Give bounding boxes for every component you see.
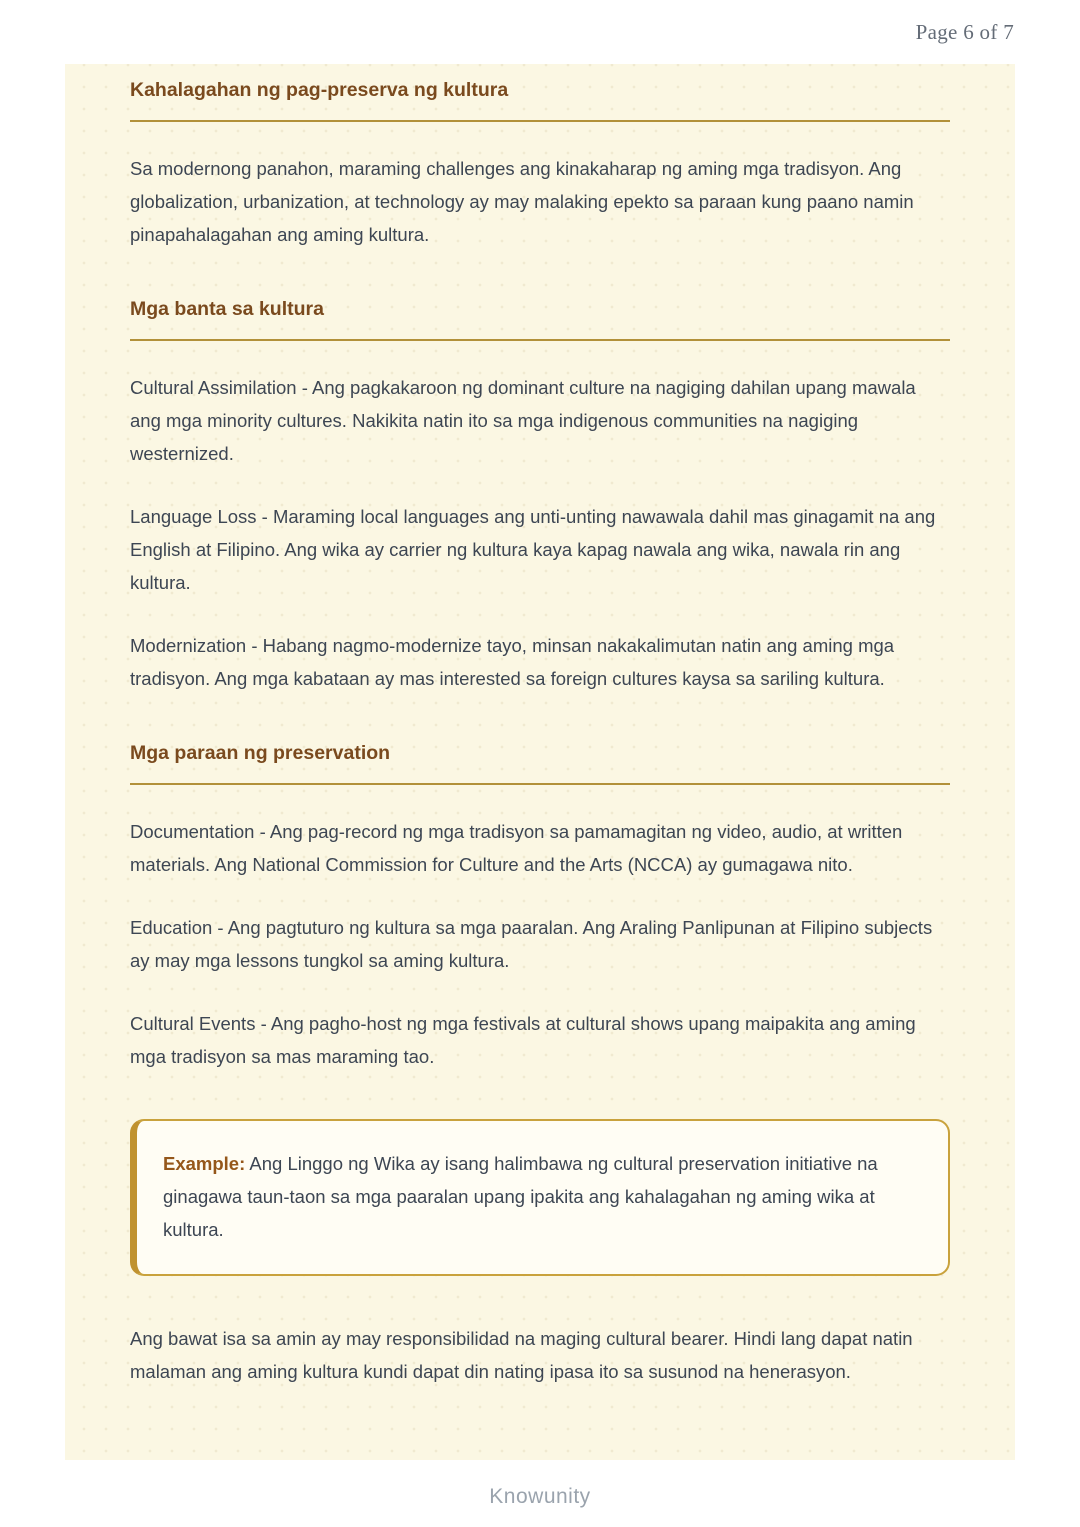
- example-text: Ang Linggo ng Wika ay isang halimbawa ng cultural preservation initiative na ginagawa taun-taon sa mga paaralan upang ipakita ang kahalagahan ng aming wika at kultura.: [163, 1153, 878, 1240]
- example-callout-box: [130, 1119, 950, 1276]
- paragraph-language-loss: Language Loss - Maraming local languages ang unti-unting nawawala dahil mas ginagamit na ang English at Filipino. Ang wika ay carrier ng kultura kaya kapag nawala ang wika, nawala rin ang kultura.: [130, 506, 936, 593]
- page-number: Page 6 of 7: [915, 20, 1014, 44]
- section-heading-kahalagahan: Kahalagahan ng pag-preserva ng kultura: [130, 78, 950, 122]
- document-content-panel: [65, 64, 1015, 1460]
- example-label: Example:: [163, 1153, 246, 1174]
- paragraph-closing: Ang bawat isa sa amin ay may responsibilidad na maging cultural bearer. Hindi lang dapat natin malaman ang aming kultura kundi dapat din nating ipasa ito sa susunod na henerasyon.: [130, 1328, 913, 1382]
- footer-brand: Knowunity: [489, 1485, 591, 1508]
- section-heading-mga-banta: Mga banta sa kultura: [130, 297, 950, 341]
- paragraph-modernization: Modernization - Habang nagmo-modernize tayo, minsan nakakalimutan natin ang aming mga tradisyon. Ang mga kabataan ay mas interested sa foreign cultures kaysa sa sariling kultura.: [130, 635, 895, 689]
- paragraph-intro: Sa modernong panahon, maraming challenges ang kinakaharap ng aming mga tradisyon. Ang globalization, urbanization, at technology ay may malaking epekto sa paraan kung paano namin pinapahalagahan ang aming kultura.: [130, 158, 914, 245]
- section-heading-mga-paraan: Mga paraan ng preservation: [130, 741, 950, 785]
- paragraph-cultural-events: Cultural Events - Ang pagho-host ng mga festivals at cultural shows upang maipakita ang aming mga tradisyon sa mas maraming tao.: [130, 1013, 916, 1067]
- paragraph-education: Education - Ang pagtuturo ng kultura sa mga paaralan. Ang Araling Panlipunan at Filipino subjects ay may mga lessons tungkol sa aming kultura.: [130, 917, 933, 971]
- example-paragraph: [163, 1147, 918, 1246]
- paragraph-cultural-assimilation: Cultural Assimilation - Ang pagkakaroon ng dominant culture na nagiging dahilan upang mawala ang mga minority cultures. Nakikita natin ito sa mga indigenous communities na nagiging westernized.: [130, 377, 916, 464]
- paragraph-documentation: Documentation - Ang pag-record ng mga tradisyon sa pamamagitan ng video, audio, at written materials. Ang National Commission for Culture and the Arts (NCCA) ay gumagawa nito.: [130, 821, 903, 875]
